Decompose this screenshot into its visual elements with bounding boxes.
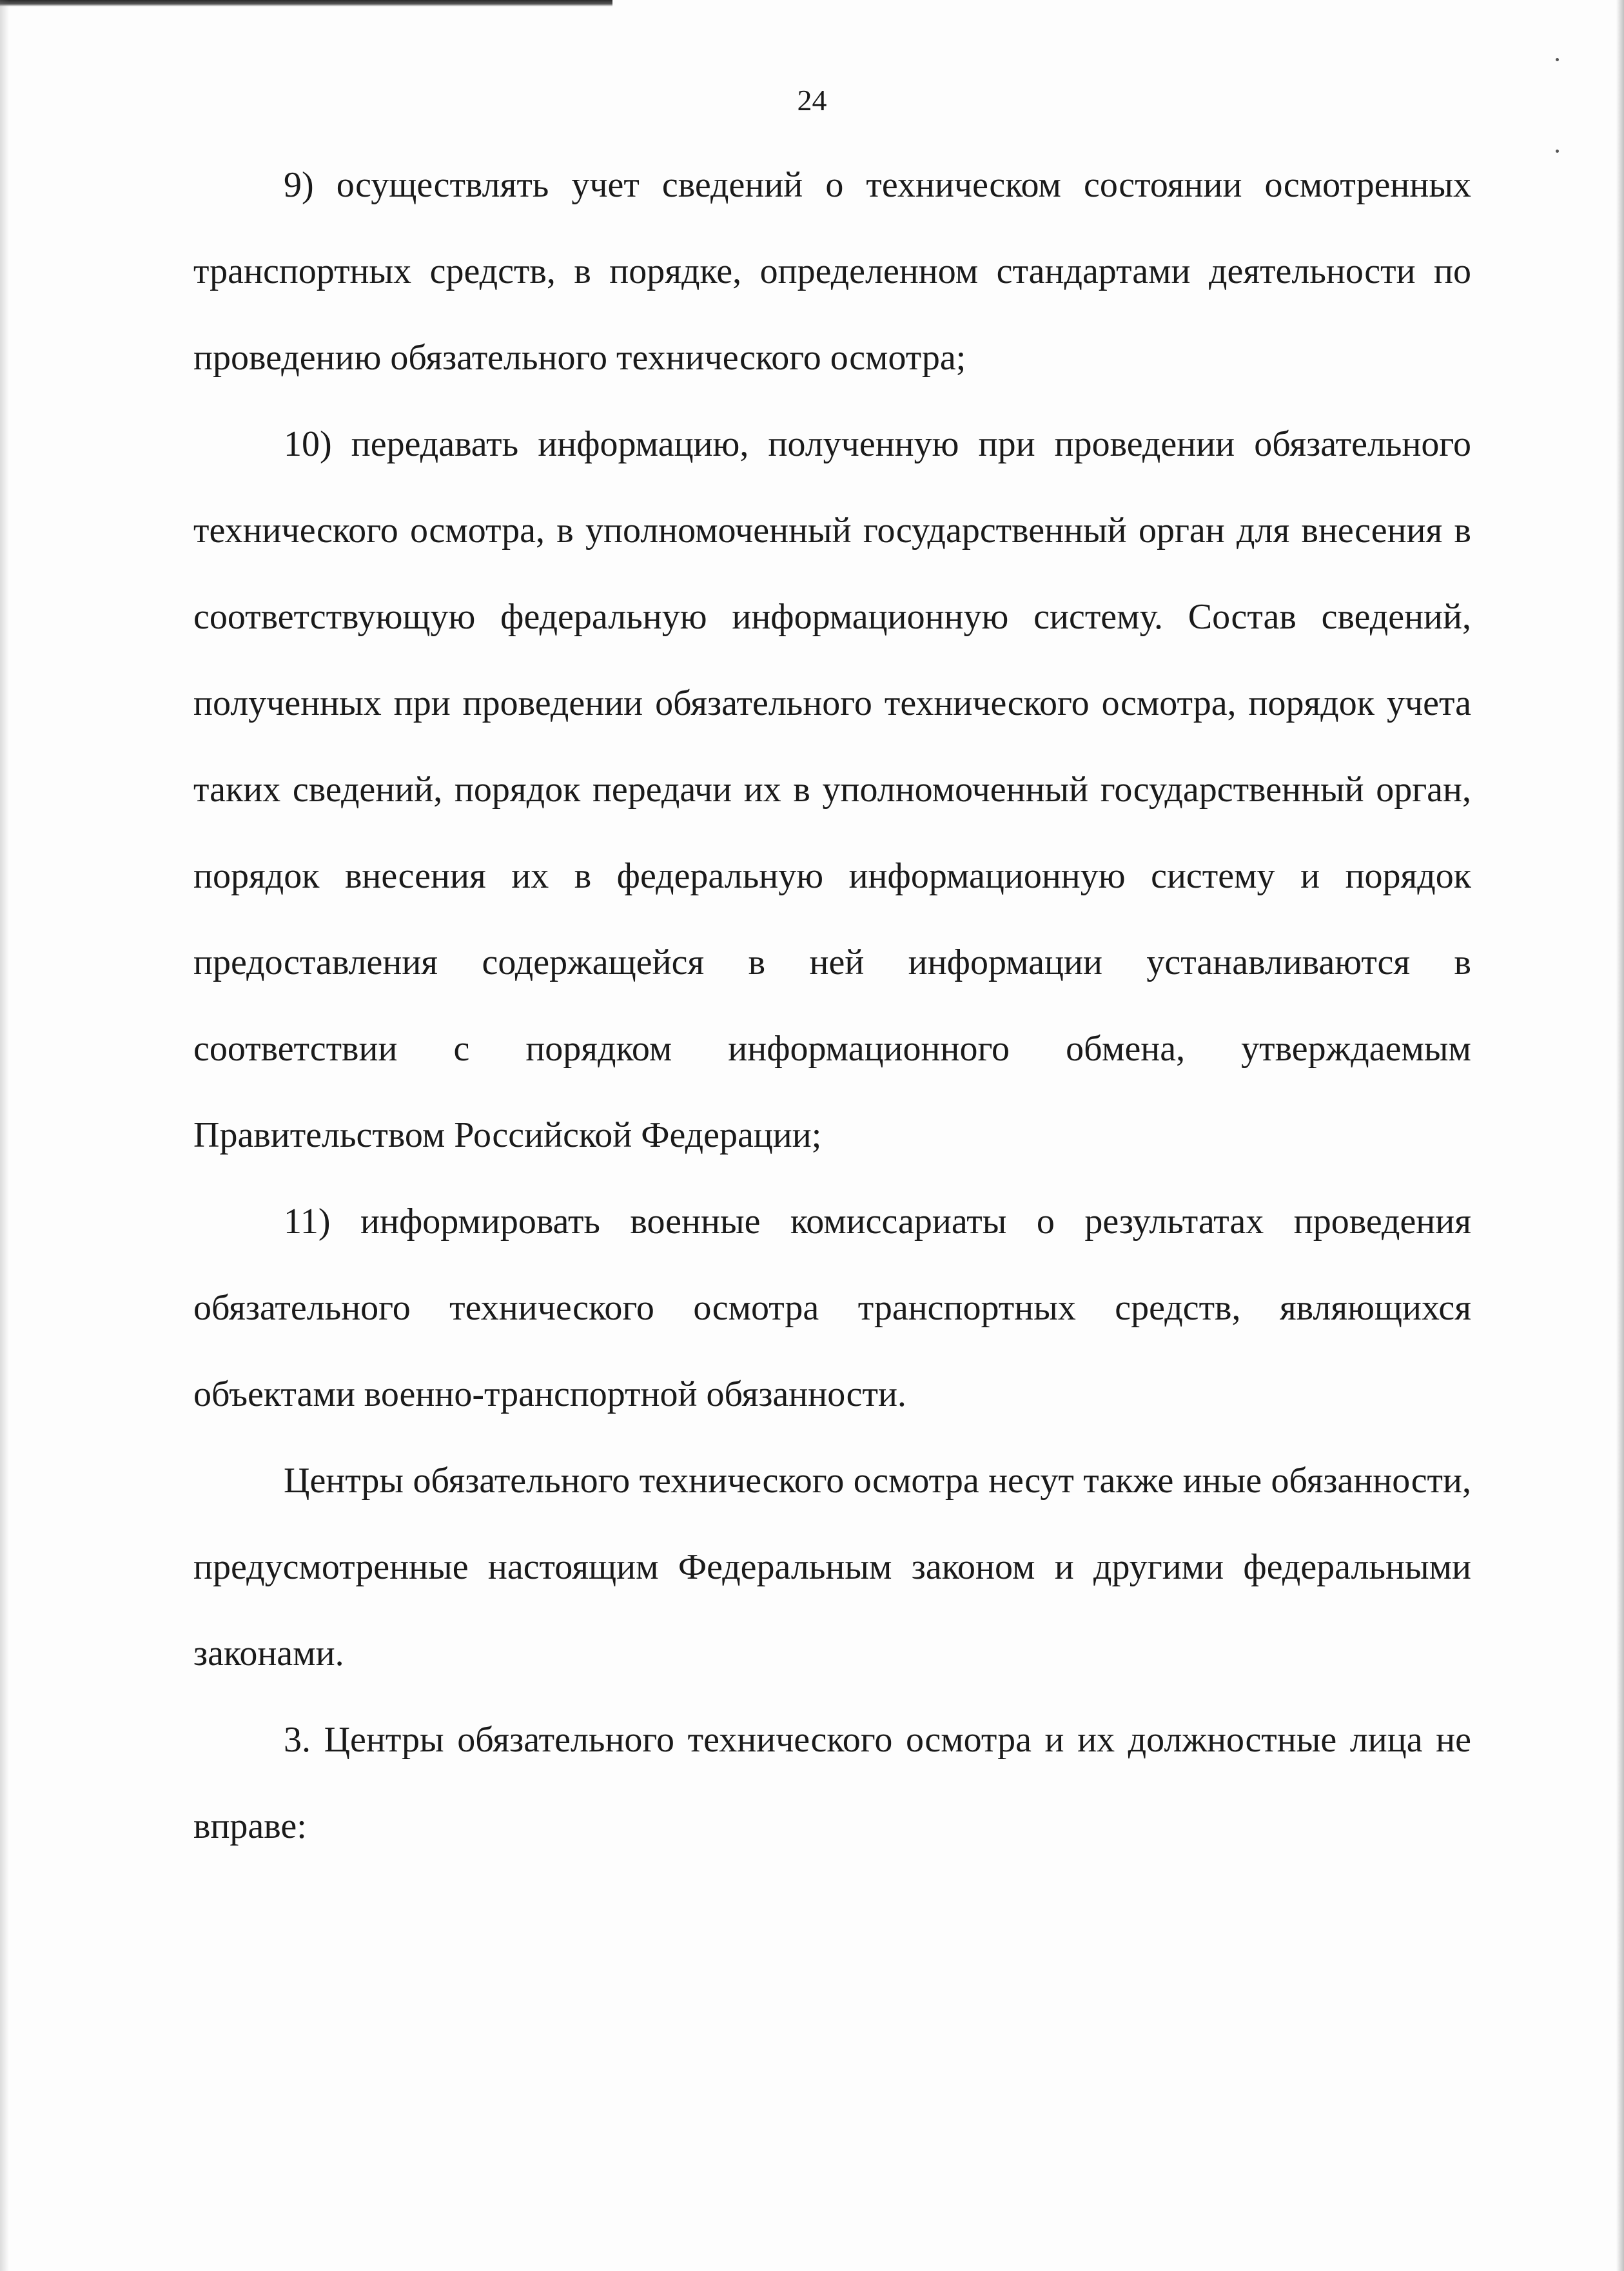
scan-top-border	[0, 0, 612, 6]
scan-right-edge	[1616, 0, 1624, 2271]
scan-left-edge	[0, 0, 9, 2271]
paragraph-other-duties: Центры обязательного технического осмотра несут также иные обязанности, предусмотренные настоящим Федеральным законом и другими федеральными законами.	[193, 1461, 1471, 1673]
paragraph-item-10: 10) передавать информацию, полученную при проведении обязательного технического осмотра, в уполномоченный государственный орган для внесения в соответствующую федеральную информационную систему. Состав сведений, полученных при проведении обязательного технического осмотра, порядок учета таких сведений, порядок передачи их в уполномоченный государственный орган, порядок внесения их в федеральную информационную систему и порядок предоставления содержащейся в ней информации устанавливаются в соответствии с порядком информационного обмена, утверждаемым Правительством Российской Федерации;	[193, 424, 1471, 1155]
paragraph-section-3: 3. Центры обязательного технического осмотра и их должностные лица не вправе:	[193, 1720, 1471, 1846]
paragraph-item-11: 11) информировать военные комиссариаты о результатах проведения обязательного технического осмотра транспортных средств, являющихся объектами военно-транспортной обязанности.	[193, 1202, 1471, 1414]
paragraph-item-9: 9) осуществлять учет сведений о техническом состоянии осмотренных транспортных средств, в порядке, определенном стандартами деятельности по проведению обязательного технического осмотра;	[193, 165, 1471, 378]
scan-speck	[1556, 58, 1559, 61]
page-number: 24	[797, 84, 827, 117]
scan-speck	[1556, 150, 1559, 153]
body-text	[193, 142, 1471, 1869]
